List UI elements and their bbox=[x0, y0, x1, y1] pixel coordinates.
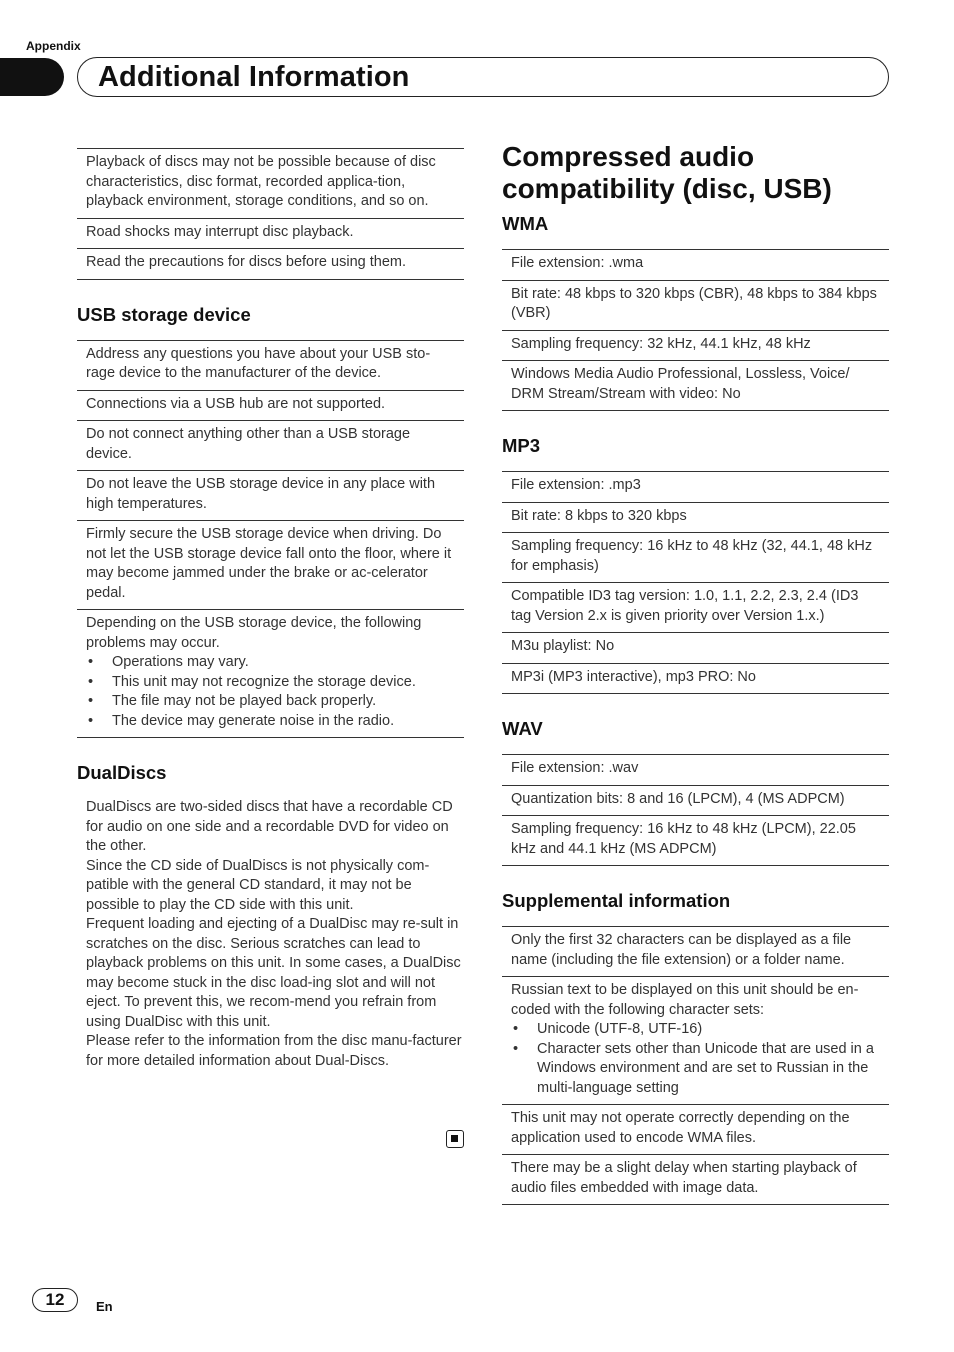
paragraph: Since the CD side of DualDiscs is not physically com-patible with the general CD standard, it may not be possible to play the CD side with this unit. bbox=[86, 857, 430, 913]
supplemental-heading: Supplemental information bbox=[502, 890, 731, 911]
title-bar bbox=[77, 57, 889, 97]
table-row: MP3i (MP3 interactive), mp3 PRO: No bbox=[502, 664, 889, 695]
supplemental-table bbox=[502, 926, 889, 1205]
page-title: Additional Information bbox=[98, 61, 410, 93]
wma-heading: WMA bbox=[502, 213, 549, 234]
table-row: File extension: .mp3 bbox=[502, 472, 889, 503]
table-row: Road shocks may interrupt disc playback. bbox=[77, 219, 464, 250]
list-item: • Unicode (UTF-8, UTF-16) bbox=[511, 1020, 881, 1040]
table-row: Connections via a USB hub are not supported. bbox=[77, 391, 464, 422]
table-row: Sampling frequency: 16 kHz to 48 kHz (32, 44.1, 48 kHz for emphasis) bbox=[502, 533, 889, 583]
mp3-heading: MP3 bbox=[502, 435, 541, 456]
usb-heading: USB storage device bbox=[77, 303, 251, 325]
table-row: Playback of discs may not be possible because of disc characteristics, disc format, recorded applica-tion, playback environment, storage conditions, and so on. bbox=[77, 149, 464, 219]
appendix-label: Appendix bbox=[26, 39, 81, 53]
table-row: Sampling frequency: 32 kHz, 44.1 kHz, 48 kHz bbox=[502, 331, 889, 362]
list-item: • The file may not be played back properly. bbox=[86, 692, 456, 712]
table-row: Only the first 32 characters can be displayed as a file name (including the file extension) or a folder name. bbox=[502, 927, 889, 977]
dualdiscs-heading: DualDiscs bbox=[77, 762, 167, 783]
problems-intro: Depending on the USB storage device, the following problems may occur. bbox=[86, 615, 422, 651]
table-row: Sampling frequency: 16 kHz to 48 kHz (LPCM), 22.05 kHz and 44.1 kHz (MS ADPCM) bbox=[502, 816, 889, 866]
paragraph: DualDiscs are two-sided discs that have a recordable CD for audio on one side and a recordable DVD for video on the other. bbox=[86, 799, 453, 854]
left-column bbox=[77, 148, 464, 1071]
charset-list bbox=[511, 1020, 881, 1098]
russian-intro: Russian text to be displayed on this unit should be en-coded with the following character sets: bbox=[511, 982, 859, 1018]
usb-table bbox=[77, 340, 464, 739]
table-row: M3u playlist: No bbox=[502, 633, 889, 664]
table-row: Firmly secure the USB storage device when driving. Do not let the USB storage device fall onto the floor, where it may become jammed under the brake or ac-celerator pedal. bbox=[77, 521, 464, 610]
wma-table bbox=[502, 249, 889, 411]
table-row: Address any questions you have about your USB sto-rage device to the manufacturer of the device. bbox=[77, 341, 464, 391]
table-row: This unit may not operate correctly depending on the application used to encode WMA files. bbox=[502, 1105, 889, 1155]
end-of-section-icon bbox=[446, 1130, 464, 1148]
disc-notes-table bbox=[77, 148, 464, 280]
problems-list bbox=[86, 653, 456, 731]
wav-heading: WAV bbox=[502, 718, 543, 739]
table-row: Compatible ID3 tag version: 1.0, 1.1, 2.2, 2.3, 2.4 (ID3 tag Version 2.x is given priority over Version 1.x.) bbox=[502, 583, 889, 633]
table-row: Bit rate: 48 kbps to 320 kbps (CBR), 48 kbps to 384 kbps (VBR) bbox=[502, 281, 889, 331]
right-column bbox=[502, 141, 889, 1205]
section-tab-marker bbox=[0, 58, 64, 96]
table-row: Do not connect anything other than a USB storage device. bbox=[77, 421, 464, 471]
paragraph: Frequent loading and ejecting of a DualDisc may re-sult in scratches on the disc. Serious scratches can lead to playback problems on this unit. In some cases, a DualDisc may become stuck in the disc load-ing slot and will not eject. To prevent this, we recom-mend you refrain from using DualDisc with this unit. bbox=[86, 916, 461, 1030]
table-row: Windows Media Audio Professional, Lossless, Voice/ DRM Stream/Stream with video: No bbox=[502, 361, 889, 411]
table-row: Read the precautions for discs before using them. bbox=[77, 249, 464, 280]
table-row-problems bbox=[77, 610, 464, 738]
table-row: Bit rate: 8 kbps to 320 kbps bbox=[502, 503, 889, 534]
list-item: • The device may generate noise in the radio. bbox=[86, 712, 456, 732]
paragraph: Please refer to the information from the disc manu-facturer for more detailed information about Dual-Discs. bbox=[86, 1033, 462, 1069]
list-item: • This unit may not recognize the storage device. bbox=[86, 673, 456, 693]
table-row: Quantization bits: 8 and 16 (LPCM), 4 (MS ADPCM) bbox=[502, 786, 889, 817]
table-row-russian bbox=[502, 977, 889, 1105]
list-item: • Character sets other than Unicode that are used in a Windows environment and are set to Russian in the multi-language setting bbox=[511, 1040, 881, 1099]
wav-table bbox=[502, 754, 889, 866]
table-row: Do not leave the USB storage device in any place with high temperatures. bbox=[77, 471, 464, 521]
mp3-table bbox=[502, 471, 889, 694]
list-item: • Operations may vary. bbox=[86, 653, 456, 673]
table-row: There may be a slight delay when starting playback of audio files embedded with image data. bbox=[502, 1155, 889, 1205]
section-title: Compressed audio compatibility (disc, USB) bbox=[502, 141, 832, 204]
table-row: File extension: .wma bbox=[502, 250, 889, 281]
language-label: En bbox=[96, 1299, 113, 1314]
page-number: 12 bbox=[32, 1288, 78, 1312]
dualdiscs-text bbox=[77, 798, 464, 1071]
table-row: File extension: .wav bbox=[502, 755, 889, 786]
